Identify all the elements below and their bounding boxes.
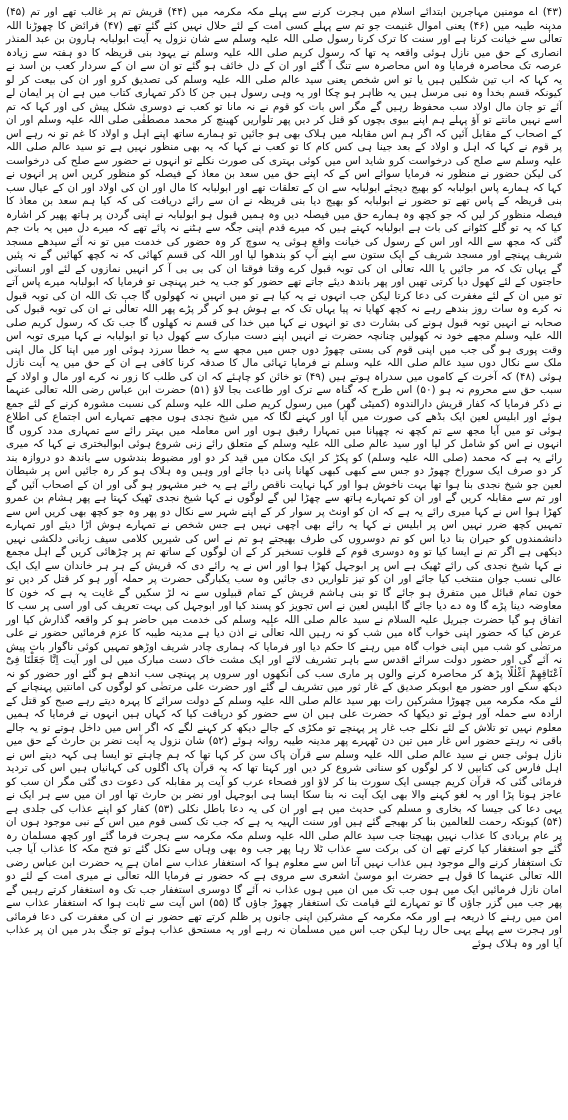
commentary-paragraph: (۴۳) اے مومنین مہاجرین ابتدائے اسلام میں ہجرت کرنے سے پہلے مکہ مکرمہ میں (۴۴) قریش تم پر غالب تھے اور تم (۴۵) مدینہ طیبہ میں (۴۶) یعنی اموال غنیمت جو تم سے پہلے کسی امت کے لئے حلال نہیں کئے گئے تھے (۴۷) فرائض کا چھوڑنا اللہ تعالٰی سے خیانت کرنا ہے اور سنت کا ترک کرنا رسول صلی اللہ علیہ وسلم سے شان نزول یہ آیت ابولبابہ ہارون بن عبد المنذر انصاری کے حق میں نازل ہوئی واقعہ یہ تھا کہ رسول کریم صلی اللہ علیہ وسلم نے یہود بنی قریظہ کا دو ہفتہ سے زیادہ عرصہ تک محاصرہ فرمایا وہ اس محاصرہ سے تنگ آ گئے اور ان کے دل خائف ہو گئے تو ان سے ان کے سردار کعب بن اسد نے یہ کہا کہ اب تین شکلیں ہیں یا تو اس شخص یعنی سید عالم صلی اللہ علیہ وسلم کی تصدیق کرو اور ان کی بیعت کر لو کیونکہ قسم بخدا وہ نبی مرسل ہیں یہ ظاہر ہو چکا اور یہ وہی رسول ہیں جن کا ذکر تمہاری کتاب میں ہے ان پر ایمان لے آئے تو جان مال اولاد سب محفوظ رہیں گے مگر اس بات کو قوم نے نہ مانا تو کعب نے دوسری شکل پیش کی اور کہا کہ تم اسے نہیں مانتے تو آؤ پہلے ہم اپنے بیوی بچوں کو قتل کر دیں پھر تلواریں کھینچ کر محمد مصطفٰی صلی اللہ علیہ وسلم اور ان کے اصحاب کے مقابل آئیں کہ اگر ہم اس مقابلہ میں ہلاک بھی ہو جائیں تو ہمارے ساتھ اپنے اہل و اولاد کا غم تو نہ رہے اس پر قوم نے کہا کہ اہل و اولاد کے بعد جینا ہی کس کام کا تو کعب نے کہا کہ یہ بھی منظور نہیں ہے تو سید عالم صلی اللہ علیہ وسلم سے صلح کی درخواست کرو شاید اس میں کوئی بہتری کی صورت نکلے تو انہوں نے حضور سے صلح کی درخواست کی لیکن حضور نے منظور نہ فرمایا سوائے اس کے کہ اپنے حق میں سعد بن معاذ کے فیصلہ کو منظور کریں اس پر انہوں نے کہا کہ ہمارے پاس ابولبابہ کو بھیج دیجئے ابولبابہ سے ان کے تعلقات تھے اور ابولبابہ کا مال اور ان کی اولاد اور ان کے عیال سب بنی قریظہ کے پاس تھے تو حضور نے ابولبابہ کو بھیج دیا بنی قریظہ نے ان سے رائے دریافت کی کہ کیا ہم سعد بن معاذ کا فیصلہ منظور کر لیں کہ جو کچھ وہ ہمارے حق میں فیصلہ دیں وہ ہمیں قبول ہو ابولبابہ نے اپنی گردن پر ہاتھ پھیر کر اشارہ کیا کہ یہ تو گلے کٹوانے کی بات ہے ابولبابہ کہتے ہیں کہ میرے قدم اپنی جگہ سے ہٹنے نہ پائے تھے کہ میرے دل میں یہ بات جم گئی کہ مجھ سے اللہ اور اس کے رسول کی خیانت واقع ہوئی یہ سوچ کر وہ حضور کی خدمت میں تو نہ آئے سیدھے مسجد شریف پہنچے اور مسجد شریف کے ایک ستون سے اپنے آپ کو بندھوا لیا اور اللہ کی قسم کھائی کہ نہ کچھ کھائیں گے نہ پئیں گے یہاں تک کہ مر جائیں یا اللہ تعالٰی ان کی توبہ قبول کرے وقتا فوقتا ان کی بی بی آ کر انہیں نمازوں کے لئے اور انسانی حاجتوں کے لئے کھول دیا کرتی تھیں اور پھر باندھ دیئے جاتے تھے حضور کو جب یہ خبر پہنچی تو فرمایا کہ ابولبابہ میرے پاس آتے تو میں ان کے لئے مغفرت کی دعا کرتا لیکن جب انہوں نے یہ کیا ہے تو میں انہیں نہ کھولوں گا جب تک اللہ ان کی توبہ قبول نہ کرے وہ سات روز بندھے رہے نہ کچھ کھایا نہ پیا یہاں تک کہ بے ہوش ہو کر گر پڑے پھر اللہ تعالٰی نے ان کی توبہ قبول کی صحابہ نے انہیں توبہ قبول ہونے کی بشارت دی تو انہوں نے کہا میں خدا کی قسم نہ کھلوں گا جب تک کہ رسول کریم صلی اللہ علیہ وسلم مجھے خود نہ کھولیں چنانچہ حضرت نے انہیں اپنے دست مبارک سے کھول دیا تو ابولبابہ نے کہا میری توبہ اس وقت پوری ہو گی جب میں اپنی قوم کی بستی چھوڑ دوں جس میں مجھ سے یہ خطا سرزد ہوئی اور میں اپنا کل مال اپنی ملک سے نکال دوں سید عالم صلی اللہ علیہ وسلم نے فرمایا تہائی مال کا صدقہ کرنا کافی ہے ان کے حق میں یہ آیت نازل ہوئی (۴۸) کہ آخرت کے کاموں میں سدراہ ہوتے ہیں (۴۹) تو خائن کو چاہئے کہ ان کی طلب کا زور نہ کرے اور مال و اولاد کے سبب حق سے محروم نہ ہو (۵۰) اس طرح کہ گناہ سے ترک اور طاعت بجا لاؤ (۵۱) حضرت ابن عباس رضی اللہ تعالٰی عنہما نے ذکر فرمایا کہ کفار قریش دارالندوہ (کمیٹی گھر) میں رسول کریم صلی اللہ علیہ وسلم کی نسبت مشورہ کرنے کے لئے جمع ہوئے اور ابلیس لعین ایک بڈھے کی صورت میں آیا اور کہنے لگا کہ میں شیخ نجدی ہوں مجھے تمہارے اس اجتماع کی اطلاع ہوئی تو میں آیا مجھ سے تم کچھ نہ چھپانا میں تمہارا رفیق ہوں اور اس معاملہ میں بہتر رائے سے تمہاری مدد کروں گا انہوں نے اس کو شامل کر لیا اور سید عالم صلی اللہ علیہ وسلم کے متعلق رائے زنی شروع ہوئی ابوالبختری نے کہا کہ میری رائے یہ ہے کہ محمد (صلی اللہ علیہ وسلم) کو پکڑ کر ایک مکان میں قید کر دو اور مضبوط بندشوں سے باندھ دو دروازہ بند کر دو صرف ایک سوراخ چھوڑ دو جس سے کبھی کبھی کھانا پانی دیا جائے اور وہیں وہ ہلاک ہو کر رہ جائیں اس پر شیطان لعین جو شیخ نجدی بنا ہوا تھا بہت ناخوش ہوا اور کہا نہایت ناقص رائے ہے یہ خبر مشہور ہو گی اور ان کے اصحاب آئیں گے اور تم سے مقابلہ کریں گے اور ان کو تمہارے ہاتھ سے چھڑا لیں گے لوگوں نے کہا شیخ نجدی ٹھیک کہتا ہے پھر ہشام بن عمرو کھڑا ہوا اس نے کہا میری رائے یہ ہے کہ ان کو اونٹ پر سوار کر کے اپنے شہر سے نکال دو پھر وہ جو کچھ بھی کریں اس سے تمہیں کچھ ضرر نہیں اس پر ابلیس نے کہا یہ رائے بھی اچھی نہیں ہے جس شخص نے تمہارے ہوش اڑا دیئے اور تمہارے دانشمندوں کو حیران بنا دیا اس کو تم دوسروں کی طرف بھیجتے ہو تم نے اس کی شیریں کلامی سیف زبانی دلکشی نہیں دیکھی ہے اگر تم نے ایسا کیا تو وہ دوسری قوم کے قلوب تسخیر کر کے ان لوگوں کے ساتھ تم پر چڑھائی کریں گے اہل مجمع نے کہا شیخ نجدی کی رائے ٹھیک ہے اس پر ابوجہل کھڑا ہوا اور اس نے یہ رائے دی کہ قریش کے ہر ہر خاندان سے ایک ایک عالی نسب جوان منتخب کیا جائے اور ان کو تیز تلواریں دی جائیں وہ سب یکبارگی حضرت پر حملہ آور ہو کر قتل کر دیں تو خون تمام قبائل میں متفرق ہو جائے گا تو بنی ہاشم قریش کے تمام قبیلوں سے نہ لڑ سکیں گے غایت یہ ہے کہ خون کا معاوضہ دینا پڑے گا وہ دے دیا جائے گا ابلیس لعین نے اس تجویز کو پسند کیا اور ابوجہل کی بہت تعریف کی اور اسی پر سب کا اتفاق ہو گیا حضرت جبریل علیہ السلام نے سید عالم صلی اللہ علیہ وسلم کی خدمت میں حاضر ہو کر واقعہ گذارش کیا اور عرض کیا کہ حضور اپنی خواب گاہ میں شب کو نہ رہیں اللہ تعالٰی نے اذن دیا ہے مدینہ طیبہ کا عزم فرمائیں حضور نے علی مرتضٰی کو شب میں اپنی خواب گاہ میں رہنے کا حکم دیا اور فرمایا کہ ہماری چادر شریف اوڑھو تمہیں کوئی ناگوار بات پیش نہ آئے گی اور حضور دولت سرائے اقدس سے باہر تشریف لائے اور ایک مشت خاک دست مبارک میں لی اور آیت اِنَّا جَعَلْنَا فِیْٓ اَعْنَاقِھِمْ اَغْلٰلًا پڑھ کر محاصرہ کرنے والوں پر ماری سب کی آنکھوں اور سروں پر پہنچی سب اندھے ہو گئے اور حضور کو نہ دیکھ سکے اور حضور مع ابوبکر صدیق کے غار ثور میں تشریف لے گئے اور حضرت علی مرتضٰی کو لوگوں کی امانتیں پہنچانے کے لئے مکہ مکرمہ میں چھوڑا مشرکین رات بھر سید عالم صلی اللہ علیہ وسلم کے دولت سرائے کا پہرہ دیتے رہے صبح کو قتل کے ارادہ سے حملہ آور ہوئے تو دیکھا کہ حضرت علی ہیں ان سے حضور کو دریافت کیا کہ کہاں ہیں انہوں نے فرمایا کہ ہمیں معلوم نہیں تو تلاش کے لئے نکلے جب غار پر پہنچے تو مکڑی کے جالے دیکھ کر کہنے لگے کہ اگر اس میں داخل ہوتے تو یہ جالے باقی نہ رہتے حضور اس غار میں تین دن ٹھہرے پھر مدینہ طیبہ روانہ ہوئے (۵۲) شان نزول یہ آیت نضر بن حارث کے حق میں نازل ہوئی جس نے سید عالم صلی اللہ علیہ وسلم سے قرآن پاک سن کر کہا تھا کہ ہم چاہتے تو ایسا ہی کہہ دیتے اس نے اہل فارس کی کتابیں لا کر لوگوں کو سنانی شروع کر دیں اور کہتا تھا کہ یہ قرآن پاک اگلوں کی کہانیاں ہیں اس کی تردید فرمائی گئی کہ قرآن کریم جیسی ایک سورت بنا کر لاؤ اور فصحاء عرب کو آیت پر مقابلہ کی دعوت دی گئی مگر ان سب کو عاجز ہونا پڑا اور یہ لغو کہنے والا بھی ایک آیت نہ بنا سکا ایسا ہی ابوجہل اور نضر بن حارث تھا اور ان میں سے ہر ایک نے یہی دعا کی جیسا کہ بخاری و مسلم کی حدیث میں ہے اور ان کی یہ دعا باطل نکلی (۵۳) کفار کو اپنے عذاب کی جلدی ہے (۵۴) کیونکہ رحمت للعالمین بنا کر بھیجے گئے ہیں اور سنت الٰہیہ یہ ہے کہ جب تک کسی قوم میں اس کے نبی موجود ہوں ان پر عام بربادی کا عذاب نہیں بھیجتا جب سید عالم صلی اللہ علیہ وسلم مکہ مکرمہ سے ہجرت فرما گئے اور کچھ مسلمان رہ گئے جو استغفار کیا کرتے تھے ان کی برکت سے عذاب ٹلا رہا پھر جب وہ بھی وہاں سے نکل گئے تو فتح مکہ کا عذاب آیا جب تک استغفار کرنے والے موجود ہیں عذاب نہیں آتا اس سے معلوم ہوا کہ استغفار عذاب سے امان ہے یہ حضرت ابن عباس رضی اللہ تعالٰی عنہما کا قول ہے حضرت ابو موسیٰ اشعری سے مروی ہے کہ حضور نے فرمایا اللہ تعالٰی نے میری امت کے لئے دو امان نازل فرمائیں ایک میں ہوں جب تک میں ان میں ہوں عذاب نہ آئے گا دوسری استغفار جب تک وہ استغفار کرتے رہیں گے پھر جب میں گزر جاؤں گا تو تمہارے لئے قیامت تک استغفار چھوڑ جاؤں گا (۵۵) اس آیت سے ثابت ہوا کہ استغفار عذاب سے امن میں رہنے کا ذریعہ ہے اور مکہ مکرمہ کے مشرکین اپنی جانوں پر ظلم کرتے تھے حضور نے ان کی مغفرت کی دعا فرمائی اور ہجرت سے پہلے یہی حال رہا لیکن جب اس میں مسلمان نہ رہے اور یہ مستحق عذاب ہوئے تو جنگ بدر میں ان پر عذاب آیا اور وہ ہلاک ہوئے: [6, 6, 563, 950]
